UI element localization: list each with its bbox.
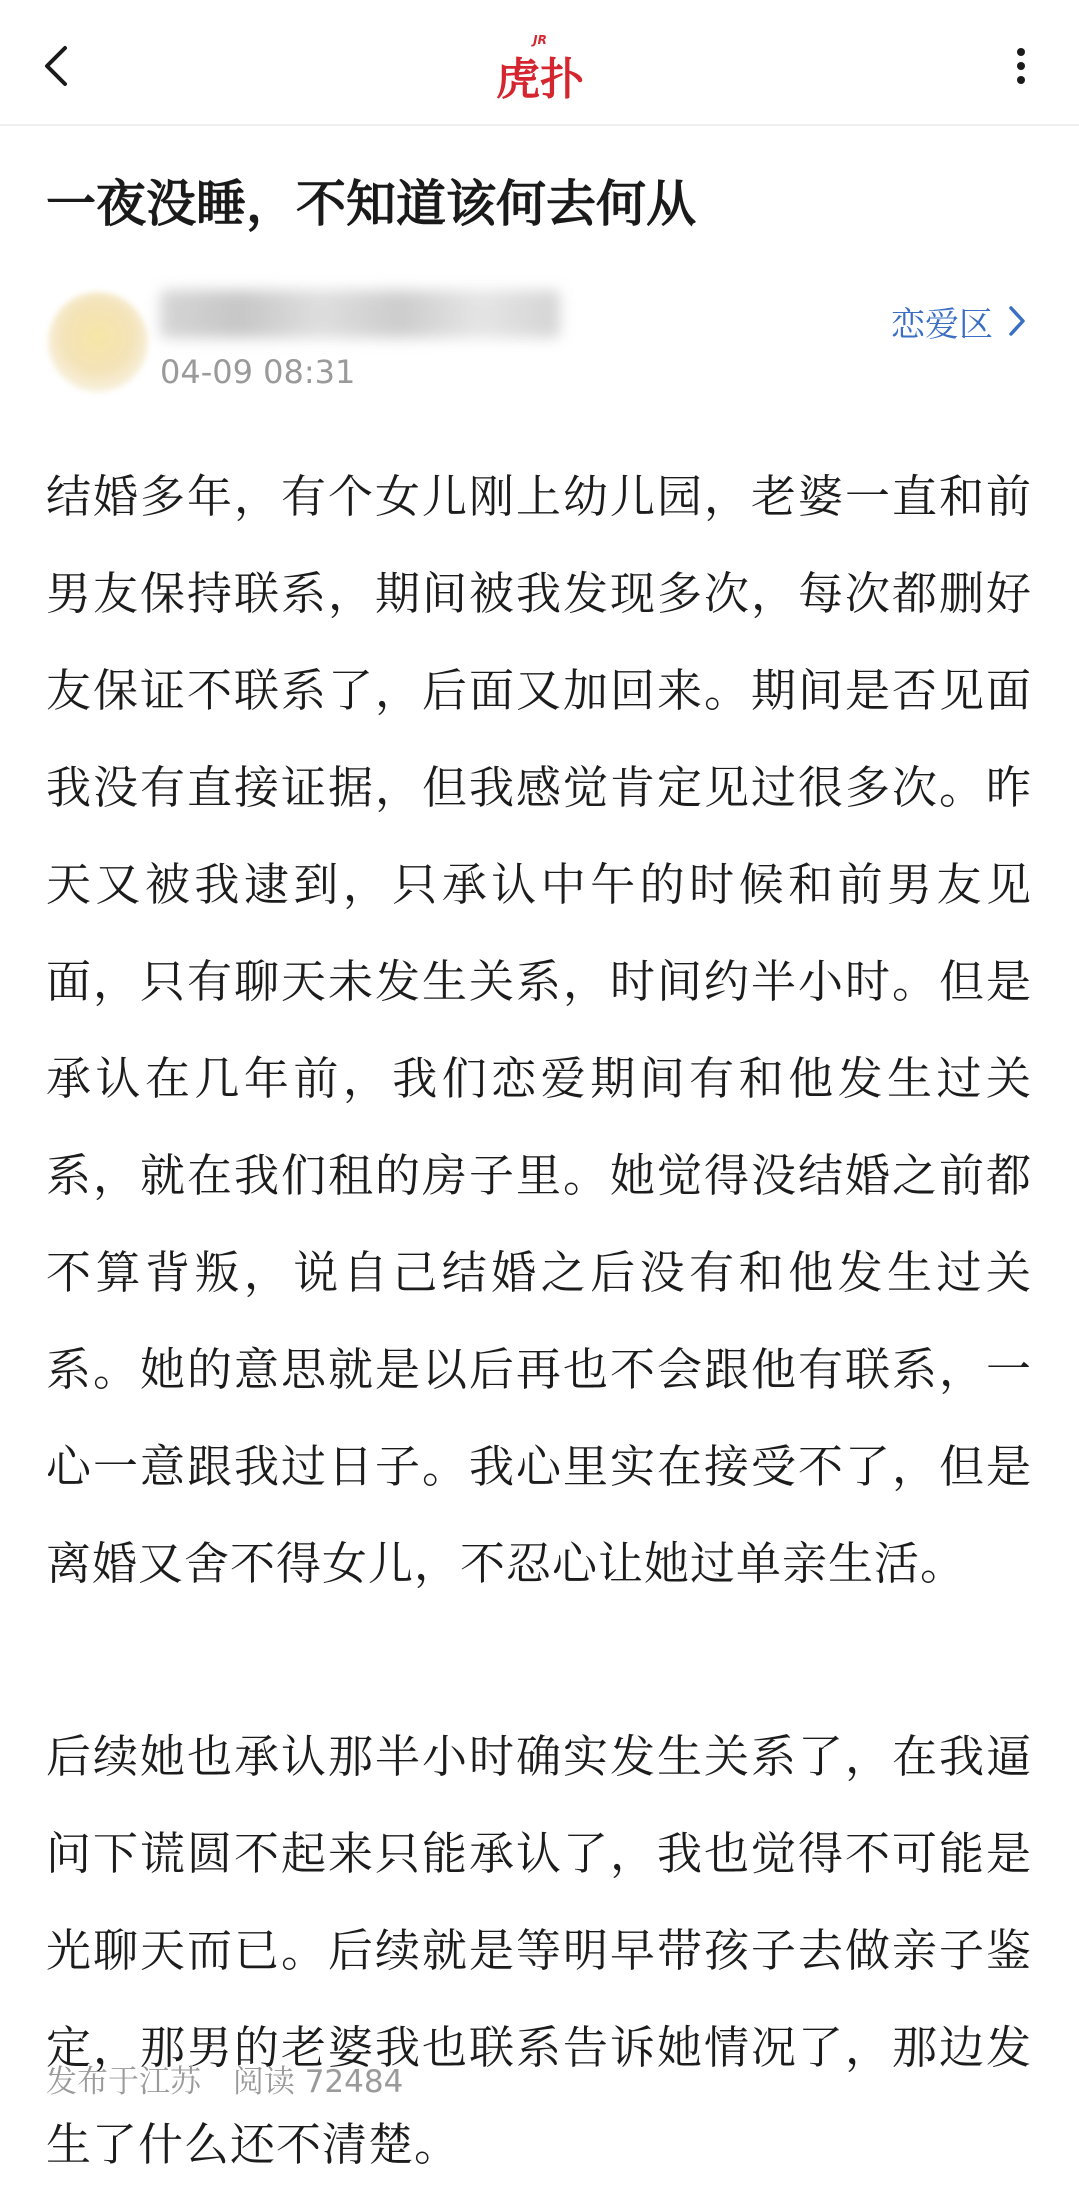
more-vertical-icon	[1015, 46, 1027, 86]
more-button[interactable]	[993, 38, 1049, 94]
post-location: 发布于江苏	[46, 2064, 201, 2100]
post-paragraph: 后续她也承认那半小时确实发生关系了，在我逼问下谎圆不起来只能承认了，我也觉得不可能是光聊天而已。后续就是等明早带孩子去做亲子鉴定，那男的老婆我也联系告诉她情况了，那边发生了什么还不清楚。	[46, 1730, 1032, 2171]
logo-sup: JR	[533, 33, 547, 47]
post-meta-footer	[46, 2060, 403, 2104]
chevron-left-icon	[41, 44, 71, 88]
read-count: 阅读 72484	[232, 2064, 404, 2100]
post-body	[46, 448, 1032, 2193]
forum-label: 恋爱区	[891, 304, 993, 345]
forum-link[interactable]	[891, 296, 1027, 346]
top-nav-bar	[0, 0, 1079, 126]
post-date: 04-09 08:31	[160, 353, 356, 391]
chevron-right-icon	[1007, 305, 1027, 337]
author-name-blurred[interactable]	[160, 290, 560, 338]
author-avatar[interactable]	[48, 292, 148, 392]
back-button[interactable]	[28, 38, 84, 94]
post-title: 一夜没睡，不知道该何去何从	[46, 175, 696, 233]
post-paragraph: 结婚多年，有个女儿刚上幼儿园，老婆一直和前男友保持联系，期间被我发现多次，每次都删好友保证不联系了，后面又加回来。期间是否见面我没有直接证据，但我感觉肯定见过很多次。昨天又被我逮到，只承认中午的时候和前男友见面，只有聊天未发生关系，时间约半小时。但是承认在几年前，我们恋爱期间有和他发生过关系，就在我们租的房子里。她觉得没结婚之前都不算背叛，说自己结婚之后没有和他发生过关系。她的意思就是以后再也不会跟他有联系，一心一意跟我过日子。我心里实在接受不了，但是离婚又舍不得女儿，不忍心让她过单亲生活。	[46, 470, 1032, 1590]
logo-text: 虎扑	[496, 54, 584, 102]
hupu-logo	[495, 30, 585, 102]
